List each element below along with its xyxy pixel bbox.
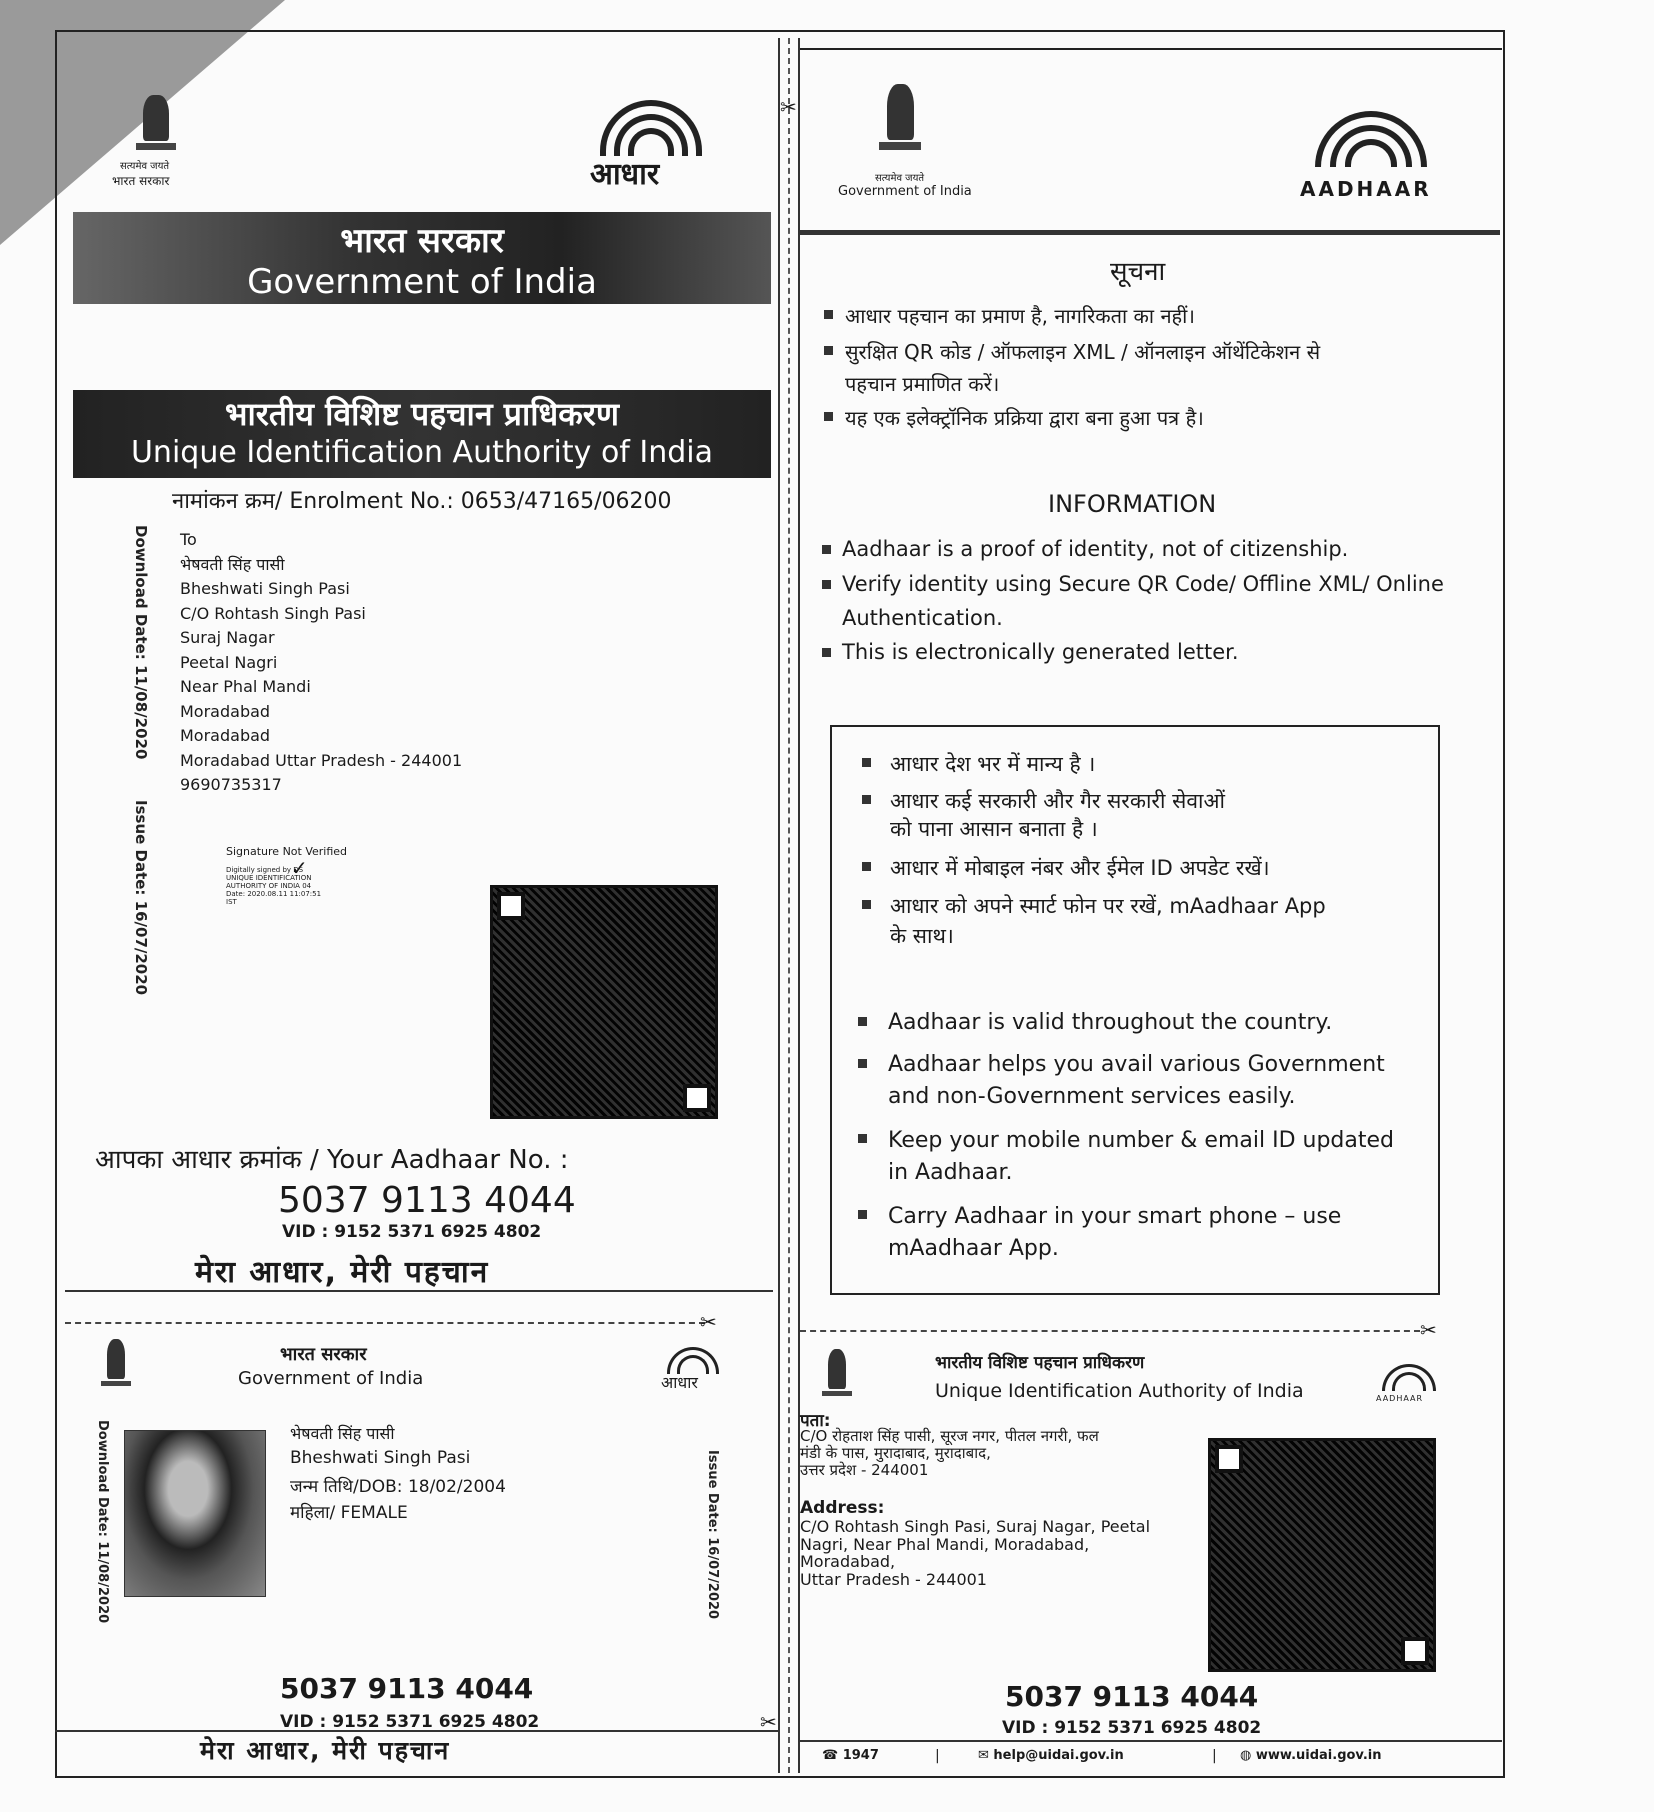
benefit-english-line: and non-Government services easily.	[888, 1084, 1296, 1109]
qr-code	[490, 885, 718, 1119]
footer-separator: |	[1212, 1748, 1217, 1764]
signature-line: IST	[226, 898, 237, 906]
bullet-icon	[822, 580, 831, 589]
benefit-hindi-line: आधार कई सरकारी और गैर सरकारी सेवाओं	[890, 789, 1225, 813]
information-line: Authentication.	[842, 606, 1003, 630]
card-vid: VID : 9152 5371 6925 4802	[1002, 1718, 1262, 1738]
benefit-hindi-line: आधार में मोबाइल नंबर और ईमेल ID अपडेट रखें।	[890, 856, 1270, 880]
emblem-caption: भारत सरकार	[112, 174, 170, 188]
government-band-hindi: भारत सरकार	[340, 221, 504, 261]
card-name-english: Bheshwati Singh Pasi	[290, 1448, 471, 1468]
signature-details	[226, 866, 366, 906]
information-line: Aadhaar is a proof of identity, not of citizenship.	[842, 537, 1349, 561]
address-line: Moradabad Uttar Pradesh - 244001	[180, 750, 463, 770]
address-line: 9690735317	[180, 775, 282, 794]
card-rule	[800, 1740, 1502, 1742]
card-address-label-hindi: पता:	[800, 1411, 831, 1431]
emblem-motto: सत्यमेव जयते	[875, 173, 925, 184]
card-uidai-hindi: भारतीय विशिष्ट पहचान प्राधिकरण	[935, 1353, 1145, 1373]
notice-line: पहचान प्रमाणित करें।	[845, 372, 1000, 396]
card-qr-code	[1208, 1438, 1436, 1672]
card-address-english-line: C/O Rohtash Singh Pasi, Suraj Nagar, Peetal	[800, 1517, 1151, 1536]
benefit-english-line: mAadhaar App.	[888, 1236, 1059, 1261]
scissors-icon: ✂	[700, 1310, 717, 1334]
bullet-icon	[822, 545, 831, 554]
bullet-icon	[862, 900, 871, 909]
card-address-hindi-line: C/O रोहताश सिंह पासी, सूरज नगर, पीतल नगरी, फल	[800, 1427, 1099, 1445]
notice-line: यह एक इलेक्ट्रॉनिक प्रक्रिया द्वारा बना हुआ पत्र है।	[845, 406, 1204, 430]
benefit-hindi-line: को पाना आसान बनाता है ।	[890, 817, 1098, 841]
signature-block	[226, 845, 366, 906]
card-address-english-line: Nagri, Near Phal Mandi, Moradabad,	[800, 1534, 1090, 1554]
phone-icon: ☎	[822, 1748, 843, 1763]
scissors-icon: ✂	[760, 1710, 777, 1734]
address-line: Suraj Nagar	[180, 628, 275, 647]
enrolment-number: 0653/47165/06200	[460, 489, 672, 514]
center-cut-line	[778, 38, 800, 1773]
aadhaar-logo-text: आधार	[590, 157, 660, 192]
bullet-icon	[858, 1059, 867, 1068]
aadhaar-number: 5037 9113 4044	[278, 1180, 576, 1221]
card-address-english-line: Uttar Pradesh - 244001	[800, 1569, 987, 1589]
address-line: Near Phal Mandi	[180, 677, 311, 696]
bullet-icon	[824, 412, 833, 421]
notice-line: आधार पहचान का प्रमाण है, नागरिकता का नहीं।	[845, 304, 1195, 328]
card-address-english	[800, 1518, 1150, 1588]
benefit-english-line: in Aadhaar.	[888, 1160, 1013, 1185]
address-line: C/O Rohtash Singh Pasi	[180, 603, 366, 623]
holder-photo	[124, 1430, 266, 1597]
card-aadhaar-number: 5037 9113 4044	[280, 1672, 534, 1705]
address-line: Moradabad	[180, 726, 271, 745]
aadhaar-logo-icon	[1290, 105, 1440, 205]
government-band-english: Government of India	[247, 262, 597, 302]
card-government-hindi: भारत सरकार	[280, 1344, 367, 1365]
cut-line	[800, 1330, 1420, 1332]
uidai-band-hindi: भारतीय विशिष्ट पहचान प्राधिकरण	[225, 395, 619, 433]
issue-date: Issue Date: 16/07/2020	[132, 800, 150, 996]
emblem-caption: Government of India	[838, 184, 972, 199]
footer-email	[978, 1748, 1124, 1763]
footer-phone	[822, 1748, 879, 1763]
information-title: INFORMATION	[1048, 490, 1217, 518]
aadhaar-logo-icon	[655, 1345, 725, 1395]
aadhaar-logo-icon	[1370, 1362, 1445, 1412]
address-line: Peetal Nagri	[180, 652, 278, 672]
card-uidai-english: Unique Identification Authority of India	[935, 1380, 1304, 1402]
signature-status: Signature Not Verified	[226, 845, 348, 858]
card-address-hindi	[800, 1428, 1099, 1479]
card-rule	[55, 1730, 778, 1732]
card-vid: VID : 9152 5371 6925 4802	[280, 1712, 540, 1732]
card-address-label-english: Address:	[800, 1498, 885, 1518]
aadhaar-logo-icon	[580, 90, 710, 190]
footer-website	[1240, 1748, 1382, 1763]
recipient-address	[180, 528, 462, 798]
aadhaar-logo-text: AADHAAR	[1376, 1394, 1424, 1403]
address-line: Moradabad	[180, 701, 271, 721]
footer-website-url[interactable]: www.uidai.gov.in	[1255, 1748, 1382, 1763]
bullet-icon	[862, 862, 871, 871]
section-rule	[65, 1290, 773, 1292]
aadhaar-logo-text: आधार	[661, 1373, 698, 1392]
footer-phone-number: 1947	[842, 1748, 879, 1763]
card-aadhaar-number: 5037 9113 4044	[1005, 1680, 1259, 1713]
national-emblem-icon	[816, 1345, 858, 1403]
bullet-icon	[824, 346, 833, 355]
card-download-date: Download Date: 11/08/2020	[95, 1420, 110, 1624]
benefit-hindi-line: आधार को अपने स्मार्ट फोन पर रखें, mAadhaar App	[890, 894, 1326, 918]
address-line: To	[180, 530, 197, 549]
check-icon: ✓	[291, 856, 308, 880]
signature-line: UNIQUE IDENTIFICATION	[226, 874, 312, 882]
aadhaar-logo-text: AADHAAR	[1300, 177, 1432, 201]
address-line: भेषवती सिंह पासी	[180, 554, 285, 574]
address-line: Bheshwati Singh Pasi	[180, 579, 350, 598]
uidai-band	[73, 390, 771, 478]
cut-line	[65, 1322, 705, 1324]
your-aadhaar-label: आपका आधार क्रमांक / Your Aadhaar No. :	[95, 1145, 569, 1175]
card-tagline: मेरा आधार, मेरी पहचान	[200, 1736, 451, 1765]
enrolment-label	[172, 485, 672, 515]
signature-line: Digitally signed by DS	[226, 866, 304, 874]
bullet-icon	[858, 1134, 867, 1143]
card-government-english: Government of India	[238, 1368, 424, 1389]
national-emblem-icon	[128, 90, 184, 158]
benefit-english-line: Carry Aadhaar in your smart phone – use	[888, 1204, 1342, 1229]
bullet-icon	[824, 310, 833, 319]
scissors-icon: ✂	[780, 95, 797, 119]
bullet-icon	[862, 758, 871, 767]
bullet-icon	[862, 795, 871, 804]
vid-number: VID : 9152 5371 6925 4802	[282, 1222, 542, 1242]
information-line: This is electronically generated letter.	[842, 640, 1239, 664]
download-date: Download Date: 11/08/2020	[132, 525, 150, 760]
card-dob: जन्म तिथि/DOB: 18/02/2004	[290, 1477, 506, 1497]
bullet-icon	[858, 1210, 867, 1219]
information-line: Verify identity using Secure QR Code/ Offline XML/ Online	[842, 572, 1444, 596]
card-address-english-line: Moradabad,	[800, 1552, 896, 1571]
footer-email-address[interactable]: help@uidai.gov.in	[993, 1748, 1124, 1763]
card-issue-date: Issue Date: 16/07/2020	[705, 1450, 720, 1620]
signature-line: AUTHORITY OF INDIA 04	[226, 882, 312, 890]
enrolment-label-text: नामांकन क्रम/ Enrolment No.:	[172, 489, 454, 514]
uidai-band-english: Unique Identification Authority of India	[130, 435, 714, 470]
scissors-icon: ✂	[1420, 1318, 1437, 1342]
globe-icon: ◍	[1240, 1748, 1256, 1763]
benefit-hindi-line: के साथ।	[890, 924, 954, 948]
national-emblem-icon	[95, 1335, 137, 1393]
footer-separator: |	[935, 1748, 940, 1764]
notice-line: सुरक्षित QR कोड / ऑफलाइन XML / ऑनलाइन ऑथेंटिकेशन से	[845, 340, 1321, 364]
national-emblem-icon	[870, 78, 930, 160]
card-address-hindi-line: उत्तर प्रदेश - 244001	[800, 1461, 929, 1479]
card-name-hindi: भेषवती सिंह पासी	[290, 1424, 395, 1443]
signature-line: Date: 2020.08.11 11:07:51	[226, 890, 322, 898]
bullet-icon	[822, 648, 831, 657]
emblem-motto: सत्यमेव जयते	[120, 161, 170, 172]
benefit-english-line: Aadhaar is valid throughout the country.	[888, 1010, 1333, 1035]
notice-title: सूचना	[1110, 257, 1166, 287]
government-band	[73, 212, 771, 304]
benefit-english-line: Aadhaar helps you avail various Government	[888, 1052, 1385, 1077]
benefit-hindi-line: आधार देश भर में मान्य है ।	[890, 752, 1096, 776]
card-address-hindi-line: मंडी के पास, मुरादाबाद, मुरादाबाद,	[800, 1444, 991, 1462]
tagline: मेरा आधार, मेरी पहचान	[195, 1255, 490, 1290]
card-gender: महिला/ FEMALE	[290, 1503, 408, 1523]
header-rule	[800, 230, 1500, 235]
benefit-english-line: Keep your mobile number & email ID updated	[888, 1128, 1394, 1153]
bullet-icon	[858, 1017, 867, 1026]
mail-icon: ✉	[978, 1748, 994, 1763]
